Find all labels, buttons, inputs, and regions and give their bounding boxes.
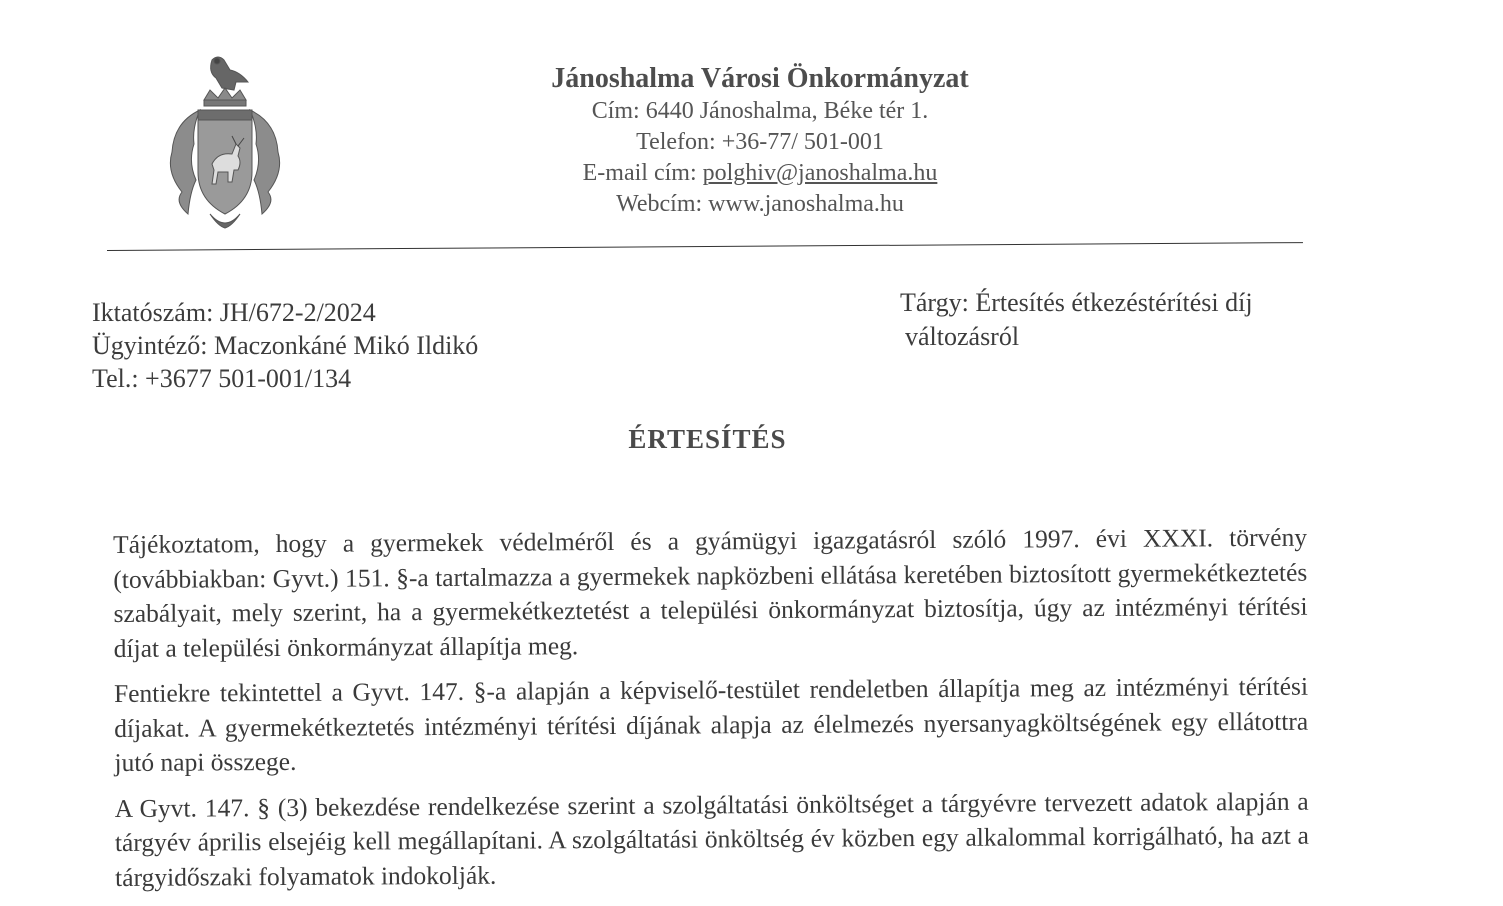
organization-name: Jánoshalma Városi Önkormányzat (551, 63, 969, 94)
email-link[interactable]: polghiv@janoshalma.hu (702, 160, 938, 186)
phone-line: Telefon: +36-77/ 501-001 (636, 129, 884, 155)
subject-line-2: változásról (905, 322, 1020, 351)
address-line: Cím: 6440 Jánoshalma, Béke tér 1. (591, 98, 929, 124)
letterhead (440, 62, 1080, 220)
file-number: Iktatószám: JH/672-2/2024 (92, 298, 376, 327)
telephone: Tel.: +3677 501-001/134 (92, 364, 352, 393)
administrator: Ügyintéző: Maczonkáné Mikó Ildikó (92, 331, 479, 360)
reference-block (92, 296, 478, 395)
subject-block (900, 286, 1320, 354)
coat-of-arms-icon (160, 52, 290, 237)
paragraph: Tájékoztatom, hogy a gyermekek védelméről és a gyámügyi igazgatásról szóló 1997. évi XXXI. törvény (továbbiakban: Gyvt.) 151. §-a tartalmazza a gyermekek napközbeni ellátása keretében biztosított gyermekétkeztetés szabályait, mely szerint, ha a gyermekétkeztetést a települési önkormányzat biztosítja, úgy az intézményi térítési díjat a települési önkormányzat állapítja meg. (113, 522, 1308, 663)
document-body (113, 521, 1309, 906)
paragraph: A Gyvt. 147. § (3) bekezdése rendelkezése szerint a szolgáltatási önköltséget a tárgyévre tervezett adatok alapján a tárgyév április elsejéig kell megállapítani. A szolgáltatási önköltség év közben egy alkalommal korrigálható, ha azt a tárgyidőszaki folyamatok indokolják. (114, 786, 1309, 892)
subject-line-1: Tárgy: Értesítés étkezéstérítési díj (900, 288, 1253, 317)
email-line (440, 158, 1080, 189)
document-title: ÉRTESÍTÉS (628, 424, 787, 454)
email-label: E-mail cím: (582, 160, 703, 186)
header-divider (107, 242, 1303, 251)
web-line: Webcím: www.janoshalma.hu (616, 191, 904, 217)
paragraph: Fentiekre tekintettel a Gyvt. 147. §-a alapján a képviselő-testület rendeletben állapítja meg az intézményi térítési díjakat. A gyermekétkeztetés intézményi térítési díjának alapja az élelmezés nyersanyagköltségének egy ellátottra jutó napi összege. (113, 671, 1309, 777)
